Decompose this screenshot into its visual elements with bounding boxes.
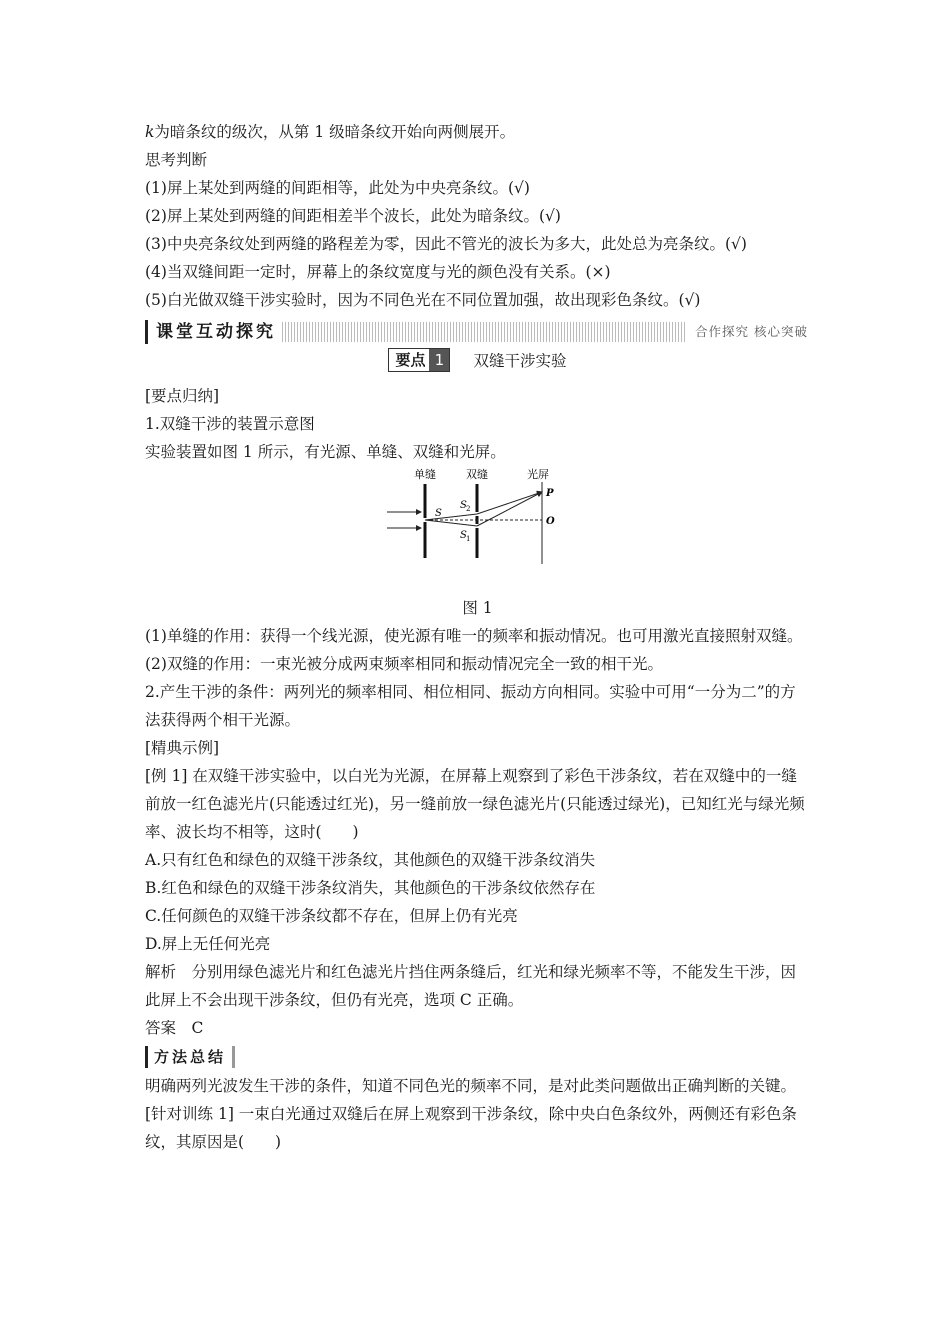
paragraph-line: 实验装置如图 1 所示，有光源、单缝、双缝和光屏。 xyxy=(145,443,506,461)
label-s2-sub: 2 xyxy=(466,505,471,513)
keypoint-number: 1 xyxy=(429,349,449,371)
ray-to-s1 xyxy=(425,520,477,526)
option-d: D.屏上无任何光亮 xyxy=(145,935,271,953)
section-header xyxy=(145,320,810,344)
label-p: P xyxy=(546,488,554,499)
label-s2: S xyxy=(460,500,467,511)
label-s1: S xyxy=(460,530,467,541)
keypoint-title: 双缝干涉实验 xyxy=(473,352,567,370)
judgement-item: (4)当双缝间距一定时，屏幕上的条纹宽度与光的颜色没有关系。(×) xyxy=(145,263,611,281)
double-slit-diagram xyxy=(387,466,577,572)
judgement-item: (1)屏上某处到两缝的间距相等，此处为中央亮条纹。(√) xyxy=(145,179,530,197)
option-c: C.任何颜色的双缝干涉条纹都不存在，但屏上仍有光亮 xyxy=(145,907,518,925)
method-summary-header xyxy=(145,1046,810,1070)
section-title: 课堂互动探究 xyxy=(145,320,280,344)
label-single-slit: 单缝 xyxy=(414,468,436,481)
keypoint-header xyxy=(145,348,810,378)
analysis-paragraph: 解析 分别用绿色滤光片和红色滤光片挡住两条缝后，红光和绿光频率不等，不能发生干涉，因此屏上不会出现干涉条纹，但仍有光亮，选项 C 正确。 xyxy=(145,963,797,1009)
subheading: [精典示例] xyxy=(145,739,220,757)
subheading: 思考判断 xyxy=(145,151,208,169)
method-summary-title: 方法总结 xyxy=(145,1046,235,1068)
judgement-item: (2)屏上某处到两缝的间距相差半个波长，此处为暗条纹。(√) xyxy=(145,207,561,225)
explanation-paragraph: 2.产生干涉的条件：两列光的频率相同、相位相同、振动方向相同。实验中可用“一分为二”的方法获得两个相干光源。 xyxy=(145,683,796,729)
paragraph-line: k为暗条纹的级次，从第 1 级暗条纹开始向两侧展开。 xyxy=(145,123,516,141)
label-s1-sub: 1 xyxy=(466,535,471,543)
section-tag: 合作探究 核心突破 xyxy=(685,322,810,342)
judgement-item: (3)中央亮条纹处到两缝的路程差为零，因此不管光的波长为多大，此处总为亮条纹。(√) xyxy=(145,235,747,253)
method-summary-text: 明确两列光波发生干涉的条件，知道不同色光的频率不同，是对此类问题做出正确判断的关键。 xyxy=(145,1077,797,1095)
option-b: B.红色和绿色的双缝干涉条纹消失，其他颜色的干涉条纹依然存在 xyxy=(145,879,596,897)
label-screen: 光屏 xyxy=(527,468,549,481)
subheading: [要点归纳] xyxy=(145,387,220,405)
ray-to-s2 xyxy=(425,514,477,520)
ray-s2-to-p xyxy=(477,492,542,514)
explanation-paragraph: (1)单缝的作用：获得一个线光源，使光源有唯一的频率和振动情况。也可用激光直接照射双缝。 xyxy=(145,627,803,645)
label-s: S xyxy=(435,508,442,519)
keypoint-badge: 要点 1 xyxy=(388,348,450,372)
paragraph-line: 1.双缝干涉的装置示意图 xyxy=(145,415,315,433)
ray-s1-to-p xyxy=(477,492,542,526)
label-o: O xyxy=(546,516,555,527)
judgement-item: (5)白光做双缝干涉实验时，因为不同色光在不同位置加强，故出现彩色条纹。(√) xyxy=(145,291,701,309)
example-stem: [例 1] 在双缝干涉实验中，以白光为光源，在屏幕上观察到了彩色干涉条纹，若在双缝中的一缝前放一红色滤光片(只能透过红光)，另一缝前放一绿色滤光片(只能透过绿光)，已知红光与绿光频率、波长均不相等，这时( ) xyxy=(145,767,805,841)
answer-line: 答案 C xyxy=(145,1019,204,1037)
figure-caption: 图 1 xyxy=(462,599,493,617)
option-a: A.只有红色和绿色的双缝干涉条纹，其他颜色的双缝干涉条纹消失 xyxy=(145,851,596,869)
explanation-paragraph: (2)双缝的作用：一束光被分成两束频率相同和振动情况完全一致的相干光。 xyxy=(145,655,663,673)
document-page xyxy=(145,118,810,1156)
training-question: [针对训练 1] 一束白光通过双缝后在屏上观察到干涉条纹，除中央白色条纹外，两侧还有彩色条纹，其原因是( ) xyxy=(145,1105,797,1151)
label-double-slit: 双缝 xyxy=(466,468,488,481)
double-slit-figure xyxy=(145,466,810,594)
